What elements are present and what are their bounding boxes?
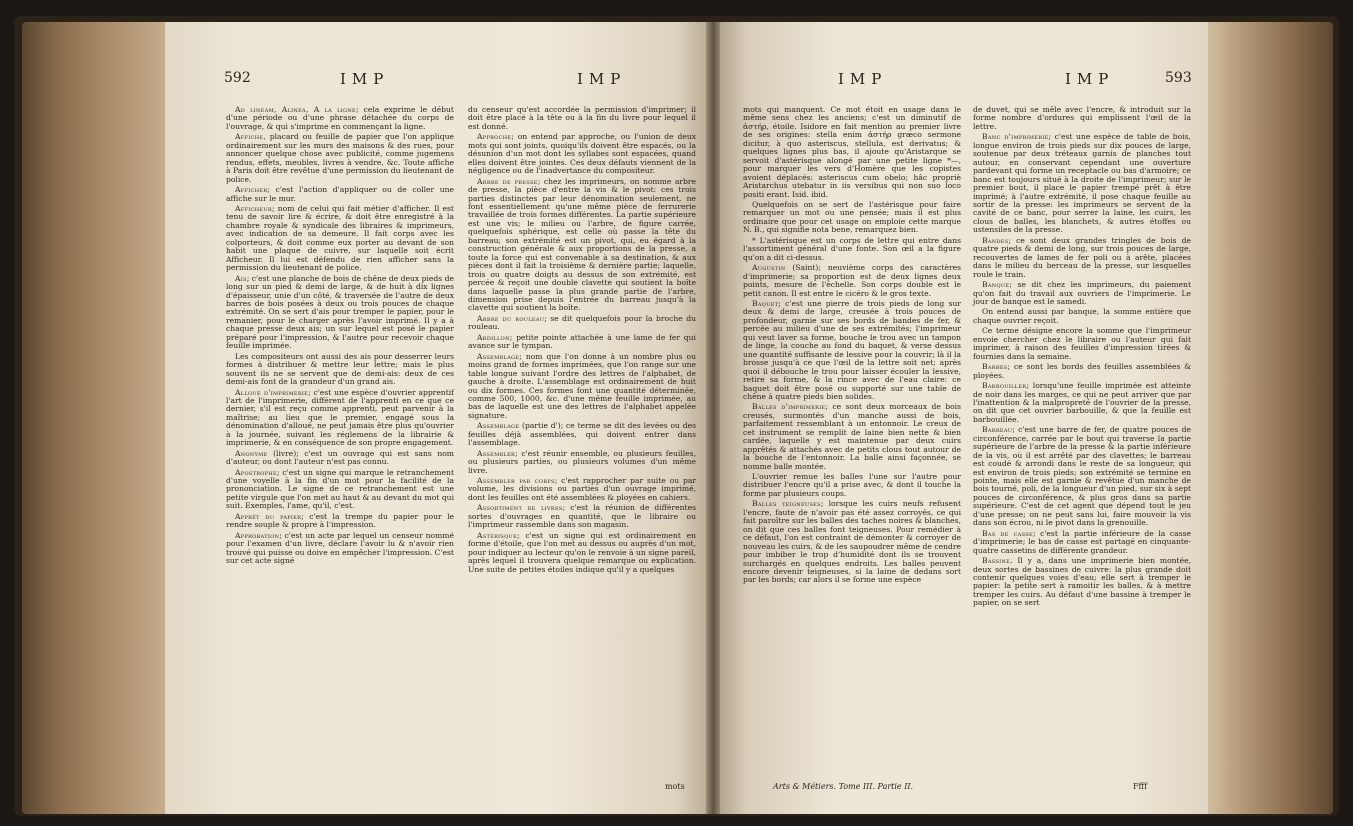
entry-text: ; c'est réunir ensemble, ou plusieurs feuilles, ou plusieurs parties, ou plusieurs volumes d'un même livre. — [468, 448, 696, 475]
entry-text: ; ce sont les bords des feuilles assemblées & ployées. — [973, 362, 1191, 380]
entry-text: ; c'est l'action d'appliquer ou de coller une affiche sur le mur. — [226, 185, 454, 203]
entry-paragraph — [973, 382, 1191, 424]
entry-text: ; nom de celui qui fait métier d'afficher. Il est tenu de savoir lire & écrire, & doit être enregistré à la chambre royale & syndicale des libraires & imprimeurs, avec indication de sa demeure. Il fait corps avec les colporteurs, & doit comme eux porter au devant de son habit une plaque de cuivre, sur laquelle soit écrit Afficheur. Il lui est défendu de rien afficher sans la permission du lieutenant de police. — [226, 203, 454, 273]
entry-text: ; lorsqu'une feuille imprimée est atteinte de noir dans les marges, ce qui ne peut arriver que par l'inattention & la malpropreté de l'ouvrier de la presse, on dit que cet ouvrier barbouille, & que la feuille est barbouillée. — [973, 381, 1191, 424]
entry-paragraph — [226, 133, 454, 184]
entry-text: ; on entend par approche, ou l'union de deux mots qui sont joints, quoiqu'ils doivent être espacés, ou la désunion d'un mot dont les syllabes sont espacées, quand elles doivent être jointes. Ces deux défauts viennent de la négligence ou de l'inadvertance du compositeur. — [468, 132, 696, 176]
entry-headword: Bandes — [982, 235, 1009, 245]
entry-headword: Ais — [235, 273, 247, 283]
entry-paragraph — [468, 334, 696, 351]
right-column-1 — [743, 106, 961, 587]
catchword: mots — [665, 782, 685, 791]
entry-paragraph — [468, 133, 696, 175]
entry-paragraph — [973, 557, 1191, 608]
entry-headword: Barbouiller — [982, 381, 1027, 391]
entry-paragraph — [468, 504, 696, 529]
entry-headword: Arbre de presse — [477, 176, 538, 186]
entry-text: Ce terme désigne encore la somme que l'imprimeur envoie chercher chez le libraire ou l'auteur qui fait imprimer, à raison des feuilles d'impression tirées & fournies dans la semaine. — [973, 326, 1191, 361]
entry-text: ; chez les imprimeurs, on nomme arbre de presse, la pièce d'entre la vis & le pivot: ces trois parties distinctes par leur dénomination seulement, ne font essentiellement qu'une même pièce de ferrurerie travaillée de trois formes différentes. La partie supérieure est une vis; le milieu ou l'arbre, de figure carrée, quelquefois sphérique, est celle où passe la tête du barreau; son extrémité est un pivot, qui, eu égard à la construction générale & aux proportions de la presse, a toute la force qui est convenable à sa destination, & aux pièces dont il fait la troisième & dernière partie; laquelle, trois ou quatre doigts au dessus de son extrémité, est percée & reçoit une double clavette qui soutient la boîte dans laquelle passe la plus grande partie de l'arbre, dimension prise depuis l'entrée du barreau jusqu'à la clavette qui soutient la boîte. — [468, 176, 696, 313]
entry-headword: Bassine — [982, 556, 1011, 566]
entry-text: * L'astérisque est un corps de lettre qui entre dans l'assortiment général d'une fonte. Son œil a la figure qu'on a dit ci-dessus. — [743, 235, 961, 262]
entry-paragraph — [743, 473, 961, 498]
entry-text: L'ouvrier remue les balles l'une sur l'autre pour distribuer l'encre qu'il a prise avec, & dont il touche la forme par plusieurs coups. — [743, 472, 961, 498]
entry-text: ; petite pointe attachée à une lame de fer qui avance sur le tympan. — [468, 332, 696, 351]
entry-text: (Saint); neuvième corps des caractères d'imprimerie; sa proportion est de deux lignes deux points, mesure de l'échelle. Son corps double est le petit canon. Il est entre le cicéro & le gros texte. — [743, 263, 961, 298]
entry-text: Les compositeurs ont aussi des ais pour desserrer leurs formes à distribuer & mettre leur lettre; mais le plus souvent ils ne se servent que de demi-ais: deux de ces demi-ais font de la grandeur d'un grand ais. — [226, 351, 454, 387]
right-page-number: 593 — [1165, 70, 1192, 86]
entry-paragraph — [973, 530, 1191, 555]
entry-paragraph — [743, 264, 961, 298]
entry-headword: Afficher — [235, 185, 268, 195]
entry-paragraph — [226, 450, 454, 467]
left-page — [165, 22, 713, 814]
entry-headword: Ad lineam, Alinéa, A la ligne; — [235, 105, 359, 114]
right-page-edges — [1203, 22, 1333, 814]
entry-paragraph — [743, 300, 961, 401]
entry-paragraph — [226, 532, 454, 566]
entry-text: ; se dit chez les imprimeurs, du paiement qu'on fait du travail aux ouvriers de l'imprimerie. Le jour de banque est le samedi. — [973, 280, 1191, 306]
entry-paragraph — [468, 106, 696, 131]
entry-paragraph — [226, 275, 454, 351]
left-column-2 — [468, 106, 696, 576]
entry-text: ; c'est une espèce d'ouvrier apprentif l'art de l'imprimerie, différent de l'apprenti en ce que ce dernier, s'il est reçu comme apprenti, peut parvenir à la maîtrise; au lieu que le premier, engagé sous la dénomination d'alloué, ne peut jamais être plus qu'ouvrier à la journée, suivant les réglemens de la librairie & imprimerie, & en conséquence de son propre engagement. — [226, 387, 454, 448]
entry-text: ; c'est rapprocher par suite ou par volume, les divisions ou parties d'un ouvrage imprimé, dont les feuilles ont été assemblées & ployées en cahiers. — [468, 476, 697, 502]
entry-headword: Anonyme — [235, 448, 268, 458]
entry-headword: Barbes — [982, 362, 1008, 372]
entry-paragraph — [973, 363, 1191, 380]
entry-text: du censeur qu'est accordée la permission d'imprimer; il doit être placé à la tête ou à la fin du livre pour lequel il est donné. — [468, 105, 696, 131]
entry-paragraph — [226, 389, 454, 448]
entry-text: ; ce sont deux morceaux de bois creusés, surmontés d'un manche aussi de bois, parfaitement ressemblant à un entonnoir. Le creux de cet instrument se remplit de laine bien nette & bien cardée, laquelle y est maintenue par deux cuirs apprêtés & attachés avec de petits clous tout autour de la bouche de l'entonnoir. La balle ainsi façonnée, se nomme balle montée. — [743, 402, 961, 471]
entry-paragraph — [743, 201, 961, 235]
entry-headword: Approbation — [235, 530, 280, 540]
entry-headword: Assembler — [477, 448, 516, 458]
entry-headword: Banc d'imprimerie — [982, 132, 1049, 142]
entry-text: ; c'est une barre de fer, de quatre pouces de circonférence, carrée par le bout qui traverse la partie supérieure de l'arbre de la presse & la partie inférieure de la vis, où il est arrêté par des clavettes; le barreau est coudé & arrondi dans le reste de sa longueur, qui est environ de trois pieds; son extrémité se termine en pointe, mais elle est garnie & revêtue d'un manche de bois tourné, poli, de la longueur d'un pied, sur six à sept pouces de circonférence, & plus gros dans sa partie supérieure. C'est de cet agent que dépend tout le jeu d'une presse; on ne peut sans lui, faire mouvoir la vis dans son écrou, ni le pivot dans la grenouille. — [973, 425, 1191, 528]
entry-paragraph — [973, 327, 1191, 361]
entry-paragraph — [973, 106, 1191, 131]
entry-headword: Balles d'imprimerie — [752, 402, 826, 412]
entry-paragraph — [468, 178, 696, 313]
entry-text: cela exprime le début d'une période ou d'une phrase détachée du corps de l'ouvrage, & qui s'imprime en commençant la ligne. — [226, 105, 454, 131]
entry-text: ; ce sont deux grandes tringles de bois de quatre pieds & demi de long, sur trois pouces de large, recouvertes de lames de fer poli ou à arête, placées dans le milieu du berceau de la presse, sur lesquelles roule le train. — [973, 235, 1191, 279]
book-gutter — [706, 22, 720, 814]
signature-mark: Ffff — [1133, 782, 1148, 791]
entry-text: (partie d'); ce terme se dit des levées ou des feuilles déjà assemblées, qui doivent entrer dans l'assemblage. — [468, 421, 696, 448]
volume-footer: Arts & Métiers. Tome III. Partie II. — [773, 782, 914, 791]
entry-paragraph — [973, 133, 1191, 234]
entry-headword: Bas de casse — [982, 528, 1033, 538]
entry-paragraph — [973, 308, 1191, 325]
entry-headword: Assemblage — [477, 421, 520, 431]
entry-text: (livre); c'est un ouvrage qui est sans nom d'auteur, ou dont l'auteur n'est pas connu. — [226, 448, 454, 467]
entry-headword: Approche — [477, 132, 512, 142]
entry-text: placard ou feuille de papier que l'on applique ordinairement sur les murs des maisons & des rues, pour annoncer quelque chose avec publicité, comme jugemens rendus, effets, meubles, livres à vendre, &c. Toute affiche à Paris doit être revêtue d'une permission du lieutenant de police. — [226, 132, 454, 184]
entry-paragraph — [743, 237, 961, 262]
left-running-head-2: IMP — [577, 70, 627, 88]
entry-headword: Banque — [982, 280, 1010, 290]
entry-paragraph — [743, 403, 961, 471]
entry-text: ; c'est une espèce de table de bois, longue environ de trois pieds sur dix pouces de large, soutenue par deux tréteaux garnis de planches tout autour, en conservant cependant une ouverture pardevant qui forme un receptacle ou bas d'armoire; ce banc est toujours situé à la droite de l'imprimeur; sur le premier bout, il place le papier trempé prêt à être imprimé; à l'autre extrémité, il pose chaque feuille au sortir de la presse: les imprimeurs se servent de la cavité de ce banc, pour serrer la laine, les cuirs, les clous de balles, les blanchets, & autres étoffes ou ustensiles de la presse. — [973, 132, 1191, 235]
entry-paragraph — [468, 450, 696, 475]
entry-text: ; c'est un acte par lequel un censeur nommé pour l'examen d'un livre, déclare l'avoir lu & n'avoir rien trouvé qui puisse ou doive en empêcher l'impression. C'est sur cet acte signé — [226, 530, 454, 566]
entry-paragraph — [468, 353, 696, 421]
entry-headword: Assemblage — [477, 351, 520, 361]
right-page — [713, 22, 1208, 814]
right-running-head-2: IMP — [1065, 70, 1115, 88]
entry-text: . Il y a, dans une imprimerie bien montée, deux sortes de bassines de cuivre: la plus grande doit contenir quelques voies d'eau; elle sert à tremper le papier: la petite sert à ramoitir les balles, & à mettre tremper les cuirs. Au défaut d'une bassine à tremper le papier, on se sert — [973, 556, 1191, 608]
entry-paragraph — [226, 353, 454, 387]
entry-paragraph — [226, 186, 454, 203]
entry-text: Quelquefois on se sert de l'astérisque pour faire remarquer un mot ou une pensée; mais il est plus ordinaire que pour cet usage on emploie cette marque N. B., qui signifie nota bene, remarquez bien. — [743, 199, 961, 235]
entry-text: ; c'est la réunion de différentes sortes d'ouvrages en quantité, que le libraire ou l'imprimeur rassemble dans son magasin. — [468, 503, 696, 530]
left-page-edges — [22, 22, 172, 814]
entry-headword: Astérisque — [477, 530, 518, 540]
entry-text: ; c'est la trempe du papier pour le rendre souple & propre à l'impression. — [226, 511, 454, 530]
entry-headword: Apostrophe — [235, 467, 277, 477]
entry-text: ; nom que l'on donne à un nombre plus ou moins grand de formes imprimées, que l'on range sur une table longue suivant l'ordre des lettres de l'alphabet, de gauche à droite. L'assemblage est ordinairement de huit ou dix formes. Ces formes font une quantité déterminée, comme 500, 1000, &c. d'une même feuille imprimée, au bas de laquelle est une des lettres de l'alphabet appelée signature. — [468, 351, 696, 420]
entry-text: On entend aussi par banque, la somme entière que chaque ouvrier reçoit. — [973, 307, 1191, 325]
entry-headword: Augustin — [752, 263, 786, 273]
entry-headword: Ardillon — [477, 332, 510, 342]
entry-text: mots qui manquent. Ce mot étoit en usage dans le même sens chez les anciens; c'est un diminutif de ἀστήρ, étoile. Isidore en fait mention au premier livre de ses origines: stella enim ἀστήρ græco sermone dicitur, à quo asteriscus, stellula, est derivatus; & quelques lignes plus bas, il ajoute qu'Aristarque se servoit d'astérisque alongé par une petite ligne *—, pour marquer les vers d'Homère que les copistes avoient déplacés: asteriscus cum obelo; hâc propriè Aristarchus utebatur in iis versibus qui non suo loco positi erant. Isid. ibid. — [743, 105, 961, 199]
entry-text: ; c'est la partie inférieure de la casse d'imprimerie; le bas de casse est partagé en cinquante-quatre cassetins de différente grandeur. — [973, 528, 1191, 555]
entry-headword: Affiche, — [235, 132, 267, 142]
right-running-head-1: IMP — [838, 70, 888, 88]
entry-paragraph — [468, 422, 696, 447]
entry-paragraph — [468, 315, 696, 332]
entry-paragraph — [973, 426, 1191, 527]
entry-paragraph — [468, 532, 696, 574]
entry-text: ; c'est une pierre de trois pieds de long sur deux & demi de large, creusée à trois pouces de profondeur, garnie sur ses bords de bandes de fer, & percée au milieu d'une de ses extrémités; l'imprimeur qui veut laver sa forme, bouche le trou avec un tampon de linge, la couche au fond du baquet, & verse dessus une quantité suffisante de lessive pour la couvrir; là il la brosse jusqu'à ce que l'œil de la lettre soit net; après quoi il débouche le trou pour laisser écouler la lessive, retire sa forme, & la rince avec de l'eau claire: ce baquet doit être posé ou supporté sur une table de chêne à quatre pieds bien solides. — [743, 298, 961, 401]
entry-text: ; lorsque les cuirs neufs refusent l'encre, faute de n'avoir pas été assez corroyés, ce qui fait paroître sur les balles des taches noires & blanches, on dit que ces balles font teigneuses. Pour remédier à ce défaut, l'on est contraint de démonter & corroyer de nouveau les cuirs, & de les saupoudrer même de cendre pour imbiber le trop d'humidité dont ils se trouvent surchargés en quelques endroits. Les balles peuvent encore devenir teigneuses, si la laine de dedans sort par les bords; car alors il se forme une espèce — [743, 499, 961, 585]
entry-text: de duvet, qui se mêle avec l'encre, & introduit sur la forme nombre d'ordures qui emplissent l'œil de la lettre. — [973, 105, 1191, 131]
entry-paragraph — [743, 500, 961, 585]
entry-paragraph — [973, 281, 1191, 306]
entry-headword: Assembler par corps — [477, 476, 555, 486]
entry-headword: Barreau — [982, 425, 1013, 435]
right-column-2 — [973, 106, 1191, 610]
entry-headword: Balles teigneuses — [752, 499, 821, 509]
entry-text: ; se dit quelquefois pour la broche du rouleau. — [468, 313, 696, 332]
entry-headword: Baquet — [752, 298, 779, 308]
entry-paragraph — [226, 205, 454, 273]
entry-paragraph — [226, 513, 454, 530]
entry-paragraph — [973, 237, 1191, 279]
entry-paragraph — [743, 106, 961, 199]
entry-headword: Apprêt du papier — [235, 511, 302, 521]
left-page-number: 592 — [224, 70, 251, 86]
entry-headword: Assortiment de livres — [477, 503, 563, 513]
left-column-1 — [226, 106, 454, 568]
entry-paragraph — [468, 477, 696, 502]
entry-headword: Alloué d'imprimerie — [235, 387, 309, 397]
entry-paragraph — [226, 106, 454, 131]
entry-text: ; c'est un signe qui marque le retranchement d'une voyelle à la fin d'un mot pour la facilité de la prononciation. Le signe de ce retranchement est une petite virgule que l'on met au haut & au devant du mot qui suit. Exemples, l'ame, qu'il, c'est. — [226, 467, 454, 511]
entry-headword: Afficheur — [235, 203, 272, 213]
entry-text: ; c'est un signe qui est ordinairement en forme d'étoile, que l'on met au dessus ou auprès d'un mot, pour indiquer au lecteur qu'on le renvoie à un signe pareil, après lequel il trouvera quelque remarque ou explication. Une suite de petites étoiles indique qu'il y a quelques — [468, 530, 696, 574]
entry-headword: Arbre du rouleau — [477, 313, 545, 323]
entry-paragraph — [226, 469, 454, 511]
left-running-head-1: IMP — [340, 70, 390, 88]
entry-text: ; c'est une planche de bois de chêne de deux pieds de long sur un pied & demi de large, & de huit à dix lignes d'épaisseur, unie d'un côté, & traversée de l'autre de deux barres de bois posées à deux ou trois pouces de chaque extrémité. On se sert d'ais pour tremper le papier, pour le remanier, pour le charger après l'avoir imprimé. Il y a à chaque presse deux ais; un sur lequel est posé le papier préparé pour l'impression, & l'autre pour recevoir chaque feuille imprimée. — [226, 273, 454, 351]
